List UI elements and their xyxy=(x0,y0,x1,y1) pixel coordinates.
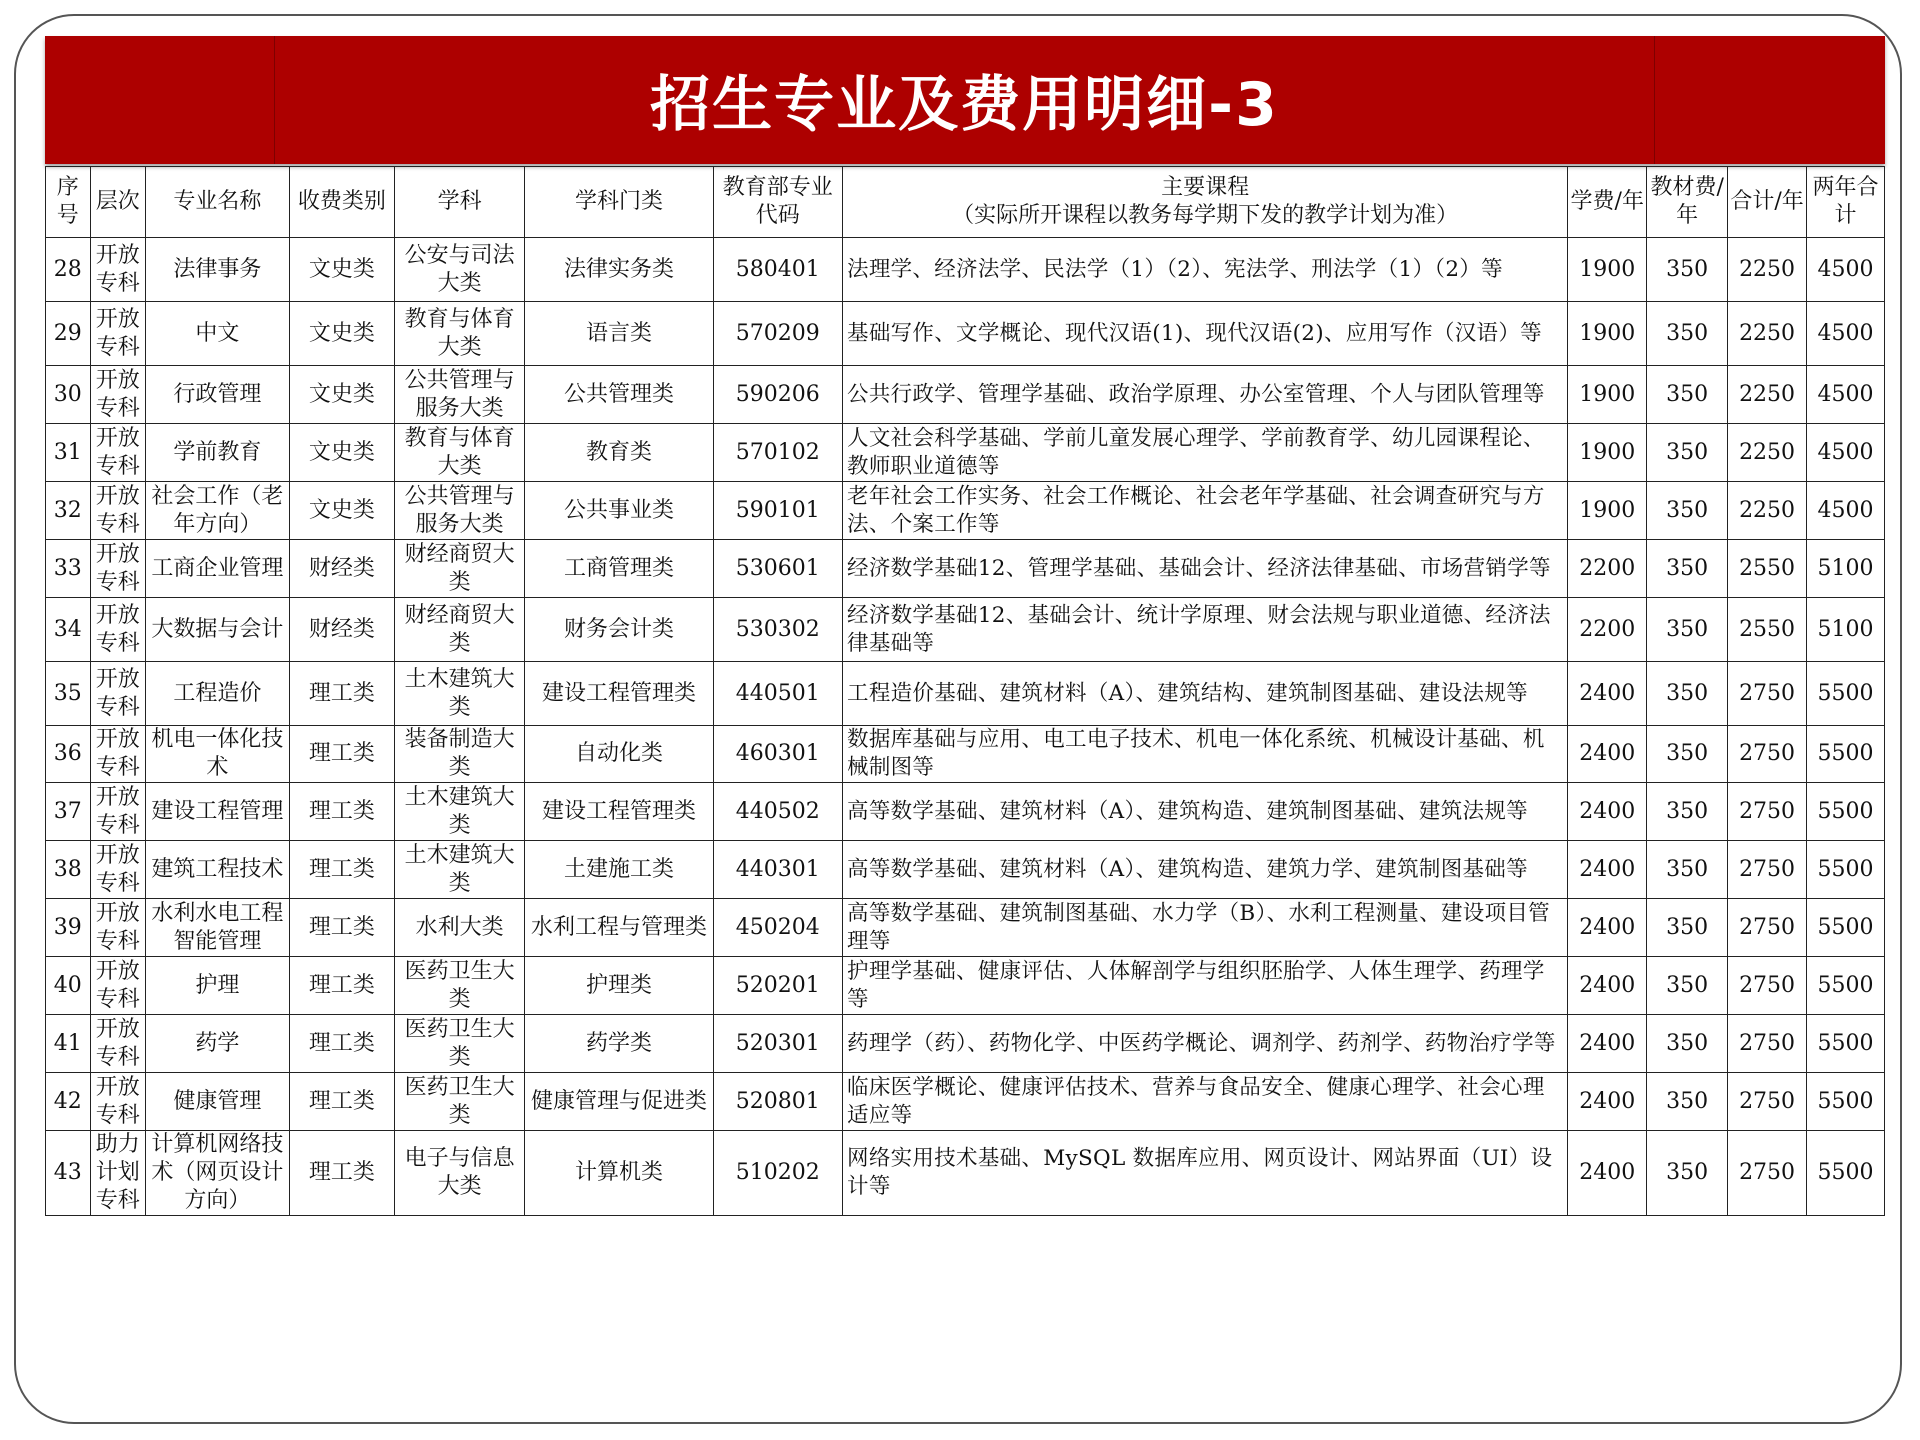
row-courses: 经济数学基础12、基础会计、统计学原理、财会法规与职业道德、经济法律基础等 xyxy=(843,598,1568,662)
table-row xyxy=(46,783,1885,841)
row-level: 开放专科 xyxy=(90,957,146,1015)
header-books: 教材费/年 xyxy=(1647,167,1728,238)
table-row xyxy=(46,238,1885,302)
row-books: 350 xyxy=(1647,540,1728,598)
row-books: 350 xyxy=(1647,238,1728,302)
row-seq: 34 xyxy=(46,598,91,662)
row-code: 520301 xyxy=(713,1015,842,1073)
row-seq: 32 xyxy=(46,482,91,540)
row-discipline: 土木建筑大类 xyxy=(394,841,524,899)
row-discipline: 财经商贸大类 xyxy=(394,540,524,598)
row-courses: 公共行政学、管理学基础、政治学原理、办公室管理、个人与团队管理等 xyxy=(843,366,1568,424)
row-courses: 老年社会工作实务、社会工作概论、社会老年学基础、社会调查研究与方法、个案工作等 xyxy=(843,482,1568,540)
table-row xyxy=(46,1131,1885,1216)
row-category: 财务会计类 xyxy=(525,598,713,662)
row-seq: 31 xyxy=(46,424,91,482)
row-fee-type: 文史类 xyxy=(289,424,394,482)
row-discipline: 电子与信息大类 xyxy=(394,1131,524,1216)
row-category: 公共事业类 xyxy=(525,482,713,540)
row-total: 2250 xyxy=(1728,302,1807,366)
row-courses: 高等数学基础、建筑材料（A）、建筑构造、建筑力学、建筑制图基础等 xyxy=(843,841,1568,899)
row-total: 2750 xyxy=(1728,899,1807,957)
row-code: 440301 xyxy=(713,841,842,899)
table-row xyxy=(46,540,1885,598)
row-discipline: 医药卫生大类 xyxy=(394,1015,524,1073)
row-category: 护理类 xyxy=(525,957,713,1015)
row-seq: 42 xyxy=(46,1073,91,1131)
row-courses: 网络实用技术基础、MySQL 数据库应用、网页设计、网站界面（UI）设计等 xyxy=(843,1131,1568,1216)
row-major: 大数据与会计 xyxy=(146,598,290,662)
row-courses: 高等数学基础、建筑材料（A）、建筑构造、建筑制图基础、建筑法规等 xyxy=(843,783,1568,841)
row-courses: 临床医学概论、健康评估技术、营养与食品安全、健康心理学、社会心理适应等 xyxy=(843,1073,1568,1131)
row-books: 350 xyxy=(1647,899,1728,957)
row-total: 2750 xyxy=(1728,1131,1807,1216)
row-tuition: 2400 xyxy=(1568,899,1647,957)
row-major: 工程造价 xyxy=(146,662,290,726)
header-code: 教育部专业代码 xyxy=(713,167,842,238)
row-category: 法律实务类 xyxy=(525,238,713,302)
header-seq: 序号 xyxy=(46,167,91,238)
row-books: 350 xyxy=(1647,1073,1728,1131)
header-discipline: 学科 xyxy=(394,167,524,238)
table-row xyxy=(46,841,1885,899)
row-major: 建设工程管理 xyxy=(146,783,290,841)
row-courses: 法理学、经济法学、民法学（1）（2）、宪法学、刑法学（1）（2）等 xyxy=(843,238,1568,302)
row-code: 590101 xyxy=(713,482,842,540)
row-major: 工商企业管理 xyxy=(146,540,290,598)
table-row xyxy=(46,302,1885,366)
row-discipline: 公共管理与服务大类 xyxy=(394,482,524,540)
row-tuition: 2400 xyxy=(1568,1131,1647,1216)
table-row xyxy=(46,1015,1885,1073)
row-tuition: 2400 xyxy=(1568,841,1647,899)
row-books: 350 xyxy=(1647,598,1728,662)
row-level: 开放专科 xyxy=(90,238,146,302)
row-two-year: 4500 xyxy=(1807,482,1885,540)
row-total: 2750 xyxy=(1728,1015,1807,1073)
row-fee-type: 理工类 xyxy=(289,1131,394,1216)
row-total: 2250 xyxy=(1728,238,1807,302)
row-code: 570102 xyxy=(713,424,842,482)
row-books: 350 xyxy=(1647,302,1728,366)
row-code: 580401 xyxy=(713,238,842,302)
header-tuition: 学费/年 xyxy=(1568,167,1647,238)
row-two-year: 5500 xyxy=(1807,841,1885,899)
banner-left-cell xyxy=(45,36,275,164)
row-major: 机电一体化技术 xyxy=(146,726,290,783)
row-fee-type: 财经类 xyxy=(289,598,394,662)
row-tuition: 2400 xyxy=(1568,1015,1647,1073)
table-row xyxy=(46,482,1885,540)
row-category: 健康管理与促进类 xyxy=(525,1073,713,1131)
row-books: 350 xyxy=(1647,783,1728,841)
row-two-year: 5500 xyxy=(1807,783,1885,841)
row-fee-type: 理工类 xyxy=(289,957,394,1015)
row-major: 行政管理 xyxy=(146,366,290,424)
table-body xyxy=(46,238,1885,1216)
row-tuition: 2400 xyxy=(1568,662,1647,726)
row-discipline: 医药卫生大类 xyxy=(394,1073,524,1131)
row-two-year: 5500 xyxy=(1807,1073,1885,1131)
row-books: 350 xyxy=(1647,726,1728,783)
row-fee-type: 理工类 xyxy=(289,783,394,841)
row-fee-type: 文史类 xyxy=(289,366,394,424)
row-seq: 30 xyxy=(46,366,91,424)
row-seq: 29 xyxy=(46,302,91,366)
row-fee-type: 文史类 xyxy=(289,302,394,366)
header-major: 专业名称 xyxy=(146,167,290,238)
row-code: 530302 xyxy=(713,598,842,662)
row-category: 建设工程管理类 xyxy=(525,662,713,726)
row-level: 开放专科 xyxy=(90,1073,146,1131)
row-courses: 护理学基础、健康评估、人体解剖学与组织胚胎学、人体生理学、药理学等 xyxy=(843,957,1568,1015)
row-major: 社会工作（老年方向） xyxy=(146,482,290,540)
header-level: 层次 xyxy=(90,167,146,238)
row-total: 2550 xyxy=(1728,540,1807,598)
row-code: 510202 xyxy=(713,1131,842,1216)
row-total: 2250 xyxy=(1728,482,1807,540)
row-category: 土建施工类 xyxy=(525,841,713,899)
row-books: 350 xyxy=(1647,1015,1728,1073)
row-tuition: 1900 xyxy=(1568,424,1647,482)
table-row xyxy=(46,726,1885,783)
page-title: 招生专业及费用明细-3 xyxy=(275,36,1655,164)
row-seq: 43 xyxy=(46,1131,91,1216)
row-code: 590206 xyxy=(713,366,842,424)
row-category: 教育类 xyxy=(525,424,713,482)
row-major: 中文 xyxy=(146,302,290,366)
banner-right-cell xyxy=(1655,36,1885,164)
row-two-year: 4500 xyxy=(1807,424,1885,482)
row-level: 助力计划专科 xyxy=(90,1131,146,1216)
row-seq: 33 xyxy=(46,540,91,598)
row-discipline: 医药卫生大类 xyxy=(394,957,524,1015)
row-seq: 36 xyxy=(46,726,91,783)
row-category: 水利工程与管理类 xyxy=(525,899,713,957)
table-row xyxy=(46,424,1885,482)
row-category: 建设工程管理类 xyxy=(525,783,713,841)
row-books: 350 xyxy=(1647,1131,1728,1216)
row-total: 2250 xyxy=(1728,366,1807,424)
row-courses: 基础写作、文学概论、现代汉语(1)、现代汉语(2)、应用写作（汉语）等 xyxy=(843,302,1568,366)
row-level: 开放专科 xyxy=(90,841,146,899)
table-row xyxy=(46,957,1885,1015)
row-tuition: 1900 xyxy=(1568,302,1647,366)
row-two-year: 5500 xyxy=(1807,726,1885,783)
row-fee-type: 理工类 xyxy=(289,1015,394,1073)
row-major: 水利水电工程智能管理 xyxy=(146,899,290,957)
row-two-year: 5100 xyxy=(1807,540,1885,598)
title-banner xyxy=(45,36,1885,164)
row-discipline: 土木建筑大类 xyxy=(394,783,524,841)
row-two-year: 4500 xyxy=(1807,238,1885,302)
row-level: 开放专科 xyxy=(90,1015,146,1073)
row-seq: 40 xyxy=(46,957,91,1015)
row-code: 450204 xyxy=(713,899,842,957)
table-row xyxy=(46,662,1885,726)
row-tuition: 1900 xyxy=(1568,482,1647,540)
row-seq: 28 xyxy=(46,238,91,302)
row-fee-type: 理工类 xyxy=(289,899,394,957)
row-fee-type: 财经类 xyxy=(289,540,394,598)
header-total: 合计/年 xyxy=(1728,167,1807,238)
table-row xyxy=(46,598,1885,662)
header-courses-title: 主要课程 xyxy=(1161,175,1250,200)
row-level: 开放专科 xyxy=(90,366,146,424)
row-level: 开放专科 xyxy=(90,482,146,540)
row-code: 520801 xyxy=(713,1073,842,1131)
row-books: 350 xyxy=(1647,482,1728,540)
row-total: 2750 xyxy=(1728,726,1807,783)
row-major: 护理 xyxy=(146,957,290,1015)
row-two-year: 5100 xyxy=(1807,598,1885,662)
row-code: 530601 xyxy=(713,540,842,598)
row-category: 自动化类 xyxy=(525,726,713,783)
row-discipline: 财经商贸大类 xyxy=(394,598,524,662)
row-major: 法律事务 xyxy=(146,238,290,302)
row-code: 460301 xyxy=(713,726,842,783)
row-seq: 41 xyxy=(46,1015,91,1073)
row-category: 语言类 xyxy=(525,302,713,366)
row-two-year: 5500 xyxy=(1807,957,1885,1015)
row-code: 570209 xyxy=(713,302,842,366)
row-category: 药学类 xyxy=(525,1015,713,1073)
row-level: 开放专科 xyxy=(90,783,146,841)
row-total: 2750 xyxy=(1728,783,1807,841)
row-two-year: 4500 xyxy=(1807,366,1885,424)
row-courses: 数据库基础与应用、电工电子技术、机电一体化系统、机械设计基础、机械制图等 xyxy=(843,726,1568,783)
row-books: 350 xyxy=(1647,366,1728,424)
row-discipline: 公安与司法大类 xyxy=(394,238,524,302)
row-level: 开放专科 xyxy=(90,899,146,957)
row-tuition: 2400 xyxy=(1568,783,1647,841)
row-major: 学前教育 xyxy=(146,424,290,482)
header-category: 学科门类 xyxy=(525,167,713,238)
table-row xyxy=(46,366,1885,424)
row-level: 开放专科 xyxy=(90,662,146,726)
row-total: 2750 xyxy=(1728,841,1807,899)
row-tuition: 2400 xyxy=(1568,726,1647,783)
table-row xyxy=(46,899,1885,957)
row-fee-type: 文史类 xyxy=(289,238,394,302)
fee-table xyxy=(45,166,1885,1216)
row-category: 计算机类 xyxy=(525,1131,713,1216)
row-courses: 高等数学基础、建筑制图基础、水力学（B）、水利工程测量、建设项目管理等 xyxy=(843,899,1568,957)
row-level: 开放专科 xyxy=(90,540,146,598)
row-total: 2750 xyxy=(1728,1073,1807,1131)
row-tuition: 2200 xyxy=(1568,540,1647,598)
row-total: 2550 xyxy=(1728,598,1807,662)
row-tuition: 2200 xyxy=(1568,598,1647,662)
row-courses: 经济数学基础12、管理学基础、基础会计、经济法律基础、市场营销学等 xyxy=(843,540,1568,598)
row-seq: 39 xyxy=(46,899,91,957)
row-major: 健康管理 xyxy=(146,1073,290,1131)
header-fee-type: 收费类别 xyxy=(289,167,394,238)
row-discipline: 公共管理与服务大类 xyxy=(394,366,524,424)
row-discipline: 教育与体育大类 xyxy=(394,424,524,482)
header-two-year: 两年合计 xyxy=(1807,167,1885,238)
row-tuition: 1900 xyxy=(1568,366,1647,424)
row-two-year: 5500 xyxy=(1807,1131,1885,1216)
row-code: 440501 xyxy=(713,662,842,726)
row-major: 建筑工程技术 xyxy=(146,841,290,899)
row-total: 2750 xyxy=(1728,662,1807,726)
header-courses-note: （实际所开课程以教务每学期下发的教学计划为准） xyxy=(952,203,1459,228)
fee-sheet xyxy=(45,36,1885,1421)
row-two-year: 5500 xyxy=(1807,899,1885,957)
row-category: 公共管理类 xyxy=(525,366,713,424)
row-code: 440502 xyxy=(713,783,842,841)
row-books: 350 xyxy=(1647,424,1728,482)
row-two-year: 4500 xyxy=(1807,302,1885,366)
row-discipline: 水利大类 xyxy=(394,899,524,957)
row-tuition: 2400 xyxy=(1568,1073,1647,1131)
row-tuition: 2400 xyxy=(1568,957,1647,1015)
row-discipline: 装备制造大类 xyxy=(394,726,524,783)
row-two-year: 5500 xyxy=(1807,662,1885,726)
row-total: 2250 xyxy=(1728,424,1807,482)
row-books: 350 xyxy=(1647,662,1728,726)
row-fee-type: 理工类 xyxy=(289,726,394,783)
row-fee-type: 理工类 xyxy=(289,1073,394,1131)
row-total: 2750 xyxy=(1728,957,1807,1015)
row-discipline: 教育与体育大类 xyxy=(394,302,524,366)
row-courses: 工程造价基础、建筑材料（A）、建筑结构、建筑制图基础、建设法规等 xyxy=(843,662,1568,726)
row-code: 520201 xyxy=(713,957,842,1015)
row-discipline: 土木建筑大类 xyxy=(394,662,524,726)
row-tuition: 1900 xyxy=(1568,238,1647,302)
row-seq: 38 xyxy=(46,841,91,899)
row-books: 350 xyxy=(1647,841,1728,899)
row-category: 工商管理类 xyxy=(525,540,713,598)
row-fee-type: 理工类 xyxy=(289,841,394,899)
header-row xyxy=(46,167,1885,238)
row-fee-type: 文史类 xyxy=(289,482,394,540)
row-major: 计算机网络技术（网页设计方向） xyxy=(146,1131,290,1216)
row-level: 开放专科 xyxy=(90,302,146,366)
row-seq: 37 xyxy=(46,783,91,841)
row-major: 药学 xyxy=(146,1015,290,1073)
row-level: 开放专科 xyxy=(90,598,146,662)
row-level: 开放专科 xyxy=(90,726,146,783)
header-courses xyxy=(843,167,1568,238)
row-books: 350 xyxy=(1647,957,1728,1015)
row-courses: 人文社会科学基础、学前儿童发展心理学、学前教育学、幼儿园课程论、教师职业道德等 xyxy=(843,424,1568,482)
row-two-year: 5500 xyxy=(1807,1015,1885,1073)
row-fee-type: 理工类 xyxy=(289,662,394,726)
row-level: 开放专科 xyxy=(90,424,146,482)
row-seq: 35 xyxy=(46,662,91,726)
row-courses: 药理学（药）、药物化学、中医药学概论、调剂学、药剂学、药物治疗学等 xyxy=(843,1015,1568,1073)
table-row xyxy=(46,1073,1885,1131)
